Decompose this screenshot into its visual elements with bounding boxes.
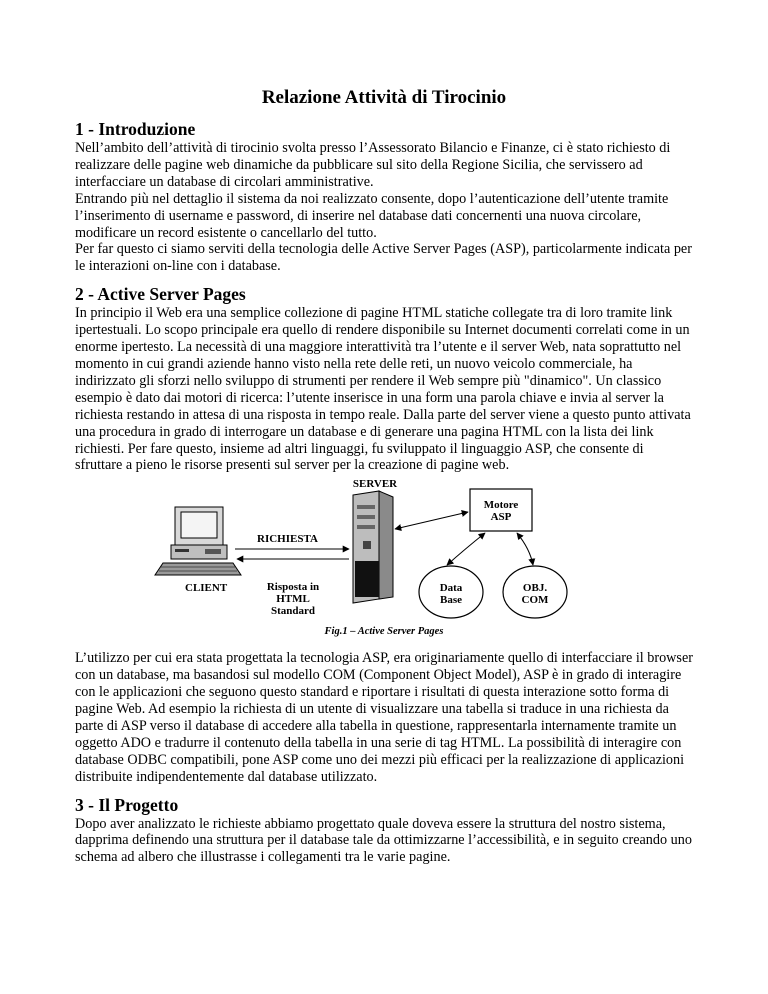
section-il-progetto bbox=[75, 795, 693, 867]
section-active-server-pages bbox=[75, 284, 693, 785]
section-heading: 2 - Active Server Pages bbox=[75, 284, 246, 305]
server-asp-arrow bbox=[395, 512, 468, 529]
paragraph: Per far questo ci siamo serviti della tecnologia delle Active Server Pages (ASP), particolarmente indicata per le interazioni on-line con i database. bbox=[75, 241, 692, 275]
asp-diagram bbox=[75, 479, 693, 621]
document-title: Relazione Attività di Tirocinio bbox=[261, 87, 507, 108]
risposta-label-1: Risposta in bbox=[266, 581, 320, 594]
server-label: SERVER bbox=[352, 479, 398, 491]
risposta-label-2: HTML bbox=[276, 593, 310, 606]
paragraph: Entrando più nel dettaglio il sistema da noi realizzato consente, dopo l’autenticazione dell’utente tramite l’inserimento di username e password, di inserire nel database dati concernenti una nuova circolare, modificare un record esistente o cancellarlo del tutto. bbox=[75, 190, 669, 241]
client-label: CLIENT bbox=[185, 582, 228, 595]
section-heading: 1 - Introduzione bbox=[75, 119, 196, 139]
section-introduzione bbox=[75, 119, 693, 275]
database-label-2: Base bbox=[440, 594, 462, 607]
asp-database-arrow bbox=[447, 533, 485, 565]
objcom-label-2: COM bbox=[521, 594, 549, 607]
paragraph: Nell’ambito dell’attività di tirocinio svolta presso l’Assessorato Bilancio e Finanze, ci è stato richiesto di realizzare delle pagine web dinamiche da pubblicare sul sito della Regione Sicilia, che servissero ad interfacciare un database di circolari amministrative. bbox=[75, 140, 671, 190]
paragraph: In principio il Web era una semplice collezione di pagine HTML statiche collegate tra di loro tramite link ipertestuali. Lo scopo principale era quello di rendere disponibile su Internet documenti correlati come in un enorme ipertesto. La necessità di una maggiore interattività tra l’utente e il server Web, nata soprattutto nel momento in cui grandi aziende hanno visto nella rete delle reti, un nuovo veicolo commerciale, ha indirizzato gli sforzi nello sviluppo di strumenti per rendere il Web sempre più "dinamico". Un classico esempio è dato dai motori di ricerca: l’utente inserisce in una form una parola chiave e invia al server la richiesta restando in attesa di una risposta in tempo reale. Dalla parte del server viene a questo punto attivata una procedura in grado di interrogare un database e di generare una pagina HTML con la lista dei link richiesti. Per fare questo, insieme ad altri linguaggi, fu sviluppato il linguaggio ASP, che consente di sfruttare a pieno le risorse presenti sul server per la creazione di pagine web. bbox=[75, 305, 691, 474]
figure-caption: Fig.1 – Active Server Pages bbox=[324, 626, 444, 638]
asp-objcom-arrow bbox=[517, 533, 533, 565]
paragraph: Dopo aver analizzato le richieste abbiamo progettato quale doveva essere la struttura del nostro sistema, dapprima definendo una struttura per il database tale da ottimizzarne l’accessibilità, e in seguito creando uno schema ad albero che illustrasse i collegamenti tra le varie pagine. bbox=[75, 815, 692, 866]
server-tower-icon bbox=[353, 491, 393, 603]
richiesta-label: RICHIESTA bbox=[257, 533, 318, 546]
asp-diagram-svg bbox=[75, 479, 693, 621]
motore-label-1: Motore bbox=[483, 499, 519, 512]
document-page bbox=[75, 86, 693, 875]
client-computer-icon bbox=[155, 507, 241, 575]
database-label-1: Data bbox=[439, 582, 463, 595]
risposta-label-3: Standard bbox=[270, 605, 316, 618]
objcom-label-1: OBJ. bbox=[522, 582, 548, 595]
motore-label-2: ASP bbox=[490, 511, 512, 524]
section-heading: 3 - Il Progetto bbox=[75, 794, 179, 815]
paragraph: L’utilizzo per cui era stata progettata la tecnologia ASP, era originariamente quello di interfacciare il browser con un database, ma basandosi sul modello COM (Component Object Model), ASP è in grado di interagire con le applicazioni che seguono questo standard e riportare i risultati di questa interazione sotto forma di pagine Web. Ad esempio la richiesta di un utente di visualizzare una tabella si traduce in una richiesta da parte di ASP verso il database di accedere alla tabella in questione, rappresentarla internamente tramite un oggetto ADO e tradurre il contenuto della tabella in una serie di tag HTML. La possibilità di interagire con database ODBC compatibili, pone ASP come uno dei mezzi più efficaci per la realizzazione di applicazioni distribuite indipendentemente dal database utilizzato. bbox=[75, 650, 693, 785]
